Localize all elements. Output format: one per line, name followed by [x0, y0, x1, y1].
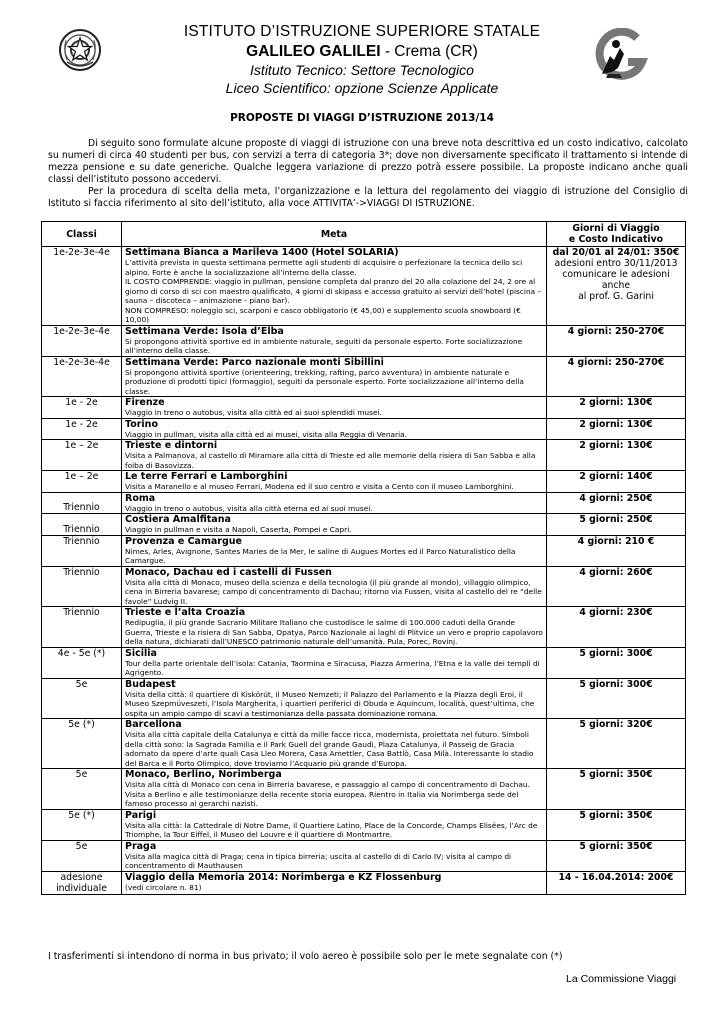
meta-cell	[122, 514, 547, 536]
meta-cell	[122, 566, 547, 607]
cost-cell	[547, 566, 686, 607]
letterhead	[0, 0, 724, 110]
cost-cell	[547, 647, 686, 678]
cost-value: 5 giorni: 300€	[579, 647, 653, 659]
classi-cell: 1e-2e-3e-4e	[42, 247, 122, 326]
institute-line: ISTITUTO D’ISTRUZIONE SUPERIORE STATALE	[183, 23, 541, 40]
cost-value: 5 giorni: 320€	[579, 719, 653, 730]
destination-description: Viaggio in treno o autobus, visita alla città eterna ed ai suoi musei.	[125, 503, 373, 513]
classi-cell: 5e	[42, 840, 122, 871]
cost-value: 2 giorni: 140€	[579, 471, 653, 482]
meta-cell	[122, 607, 547, 648]
cost-value: 5 giorni: 250€	[579, 514, 653, 525]
table-row	[42, 566, 686, 607]
destination-description: Nimes, Arles, Avignone, Santes Maries de la Mer, le saline di Augues Mortes ed il Parco Naturalistico della Camargue.	[125, 546, 516, 565]
cost-value: 5 giorni: 350€	[579, 840, 653, 852]
destination-title: Trieste e l’alta Croazia	[125, 607, 246, 618]
school-separator: -	[380, 43, 395, 60]
destination-title: Costiera Amalfitana	[125, 514, 231, 525]
classi-cell: 1e-2e-3e-4e	[42, 356, 122, 397]
meta-cell	[122, 809, 547, 840]
cost-value: 14 - 16.04.2014: 200€	[558, 871, 674, 883]
classi-cell: 1e - 2e	[42, 418, 122, 440]
cost-cell	[547, 607, 686, 648]
destination-title: Le terre Ferrari e Lamborghini	[125, 471, 288, 482]
classi-cell: 1e - 2e	[42, 397, 122, 419]
meta-cell	[122, 678, 547, 719]
cost-cell	[547, 514, 686, 536]
cost-cell	[547, 871, 686, 894]
cost-value: 2 giorni: 130€	[579, 418, 653, 430]
destination-title: Trieste e dintorni	[125, 440, 218, 451]
cost-value: 4 giorni: 250€	[579, 492, 653, 504]
destination-description: Visita a Palmanova, al castello di Miramare alla città di Trieste ed alle memorie della risiera di San Sabba e alla foiba di Basovizza.	[125, 451, 536, 470]
table-row	[42, 871, 686, 894]
classi-cell: 5e (*)	[42, 809, 122, 840]
cost-cell	[547, 809, 686, 840]
destination-title: Viaggio della Memoria 2014: Norimberga e KZ Flossenburg	[125, 871, 442, 883]
cost-cell	[547, 247, 686, 326]
meta-cell	[122, 418, 547, 440]
cost-value: 4 giorni: 250-270€	[567, 325, 665, 337]
technical-institute-line: Istituto Tecnico: Settore Tecnologico	[250, 62, 474, 78]
destination-title: Budapest	[125, 678, 176, 690]
table-row	[42, 492, 686, 514]
classi-cell: adesione individuale	[42, 871, 122, 894]
destination-description: Visita alla città di Monaco, museo della scienza e della tecnologia (il più grande al mondo), villaggio olimpico, cena in Birreria bavarese; campo di concentramento di Dachau; ritorno via Fussen, visita al castello del re “delle favole” Ludvig II.	[125, 577, 542, 606]
destination-title: Roma	[125, 492, 156, 504]
cost-value: 5 giorni: 350€	[579, 809, 653, 821]
trips-table-body	[42, 247, 686, 895]
table-row	[42, 719, 686, 769]
classi-cell: Triennio	[42, 514, 122, 536]
liceo-line: Liceo Scientifico: opzione Scienze Applicate	[225, 80, 499, 96]
classi-cell: 5e	[42, 678, 122, 719]
trips-table	[41, 221, 686, 895]
classi-cell: Triennio	[42, 607, 122, 648]
meta-cell	[122, 397, 547, 419]
cost-value: 4 giorni: 230€	[579, 607, 653, 618]
cost-cell	[547, 397, 686, 419]
meta-cell	[122, 535, 547, 566]
classi-cell: Triennio	[42, 492, 122, 514]
intro-paragraph-1: Di seguito sono formulate alcune proposte di viaggi di istruzione con una breve nota descrittiva ed un costo indicativo, calcolato su numeri di circa 40 studenti per bus, con servizi a terra di categoria 3*; dove non diversamente specificato il trattamento si intende di mezza pensione e su date generiche. Qualche leggera variazione di prezzo potrà essere possibile. La proposte indicano anche quali classi dell’istituto possono accedervi.	[48, 138, 688, 185]
destination-title: Settimana Bianca a Marileva 1400 (Hotel SOLARIA)	[125, 247, 399, 258]
meta-cell	[122, 719, 547, 769]
classi-cell: Triennio	[42, 566, 122, 607]
cost-value: 2 giorni: 130€	[579, 397, 653, 408]
table-row	[42, 440, 686, 471]
meta-cell	[122, 247, 547, 326]
classi-cell: Triennio	[42, 535, 122, 566]
cost-cell	[547, 418, 686, 440]
header-classi: Classi	[42, 222, 122, 247]
table-row	[42, 514, 686, 536]
header-giorni: Giorni di Viaggio e Costo Indicativo	[547, 222, 686, 247]
cost-cell	[547, 840, 686, 871]
school-city: Crema (CR)	[394, 43, 478, 60]
table-row	[42, 769, 686, 810]
meta-cell	[122, 647, 547, 678]
destination-description: Redipuglia, il più grande Sacrario Militare Italiano che custodisce le salme di 100.000 caduti della Grande Guerra, Trieste e la risiera di San Sabba, Opatya, Parco Nazionale ai laghi di Plitvice un vero e proprio capolavoro della natura, dichiarati dall’UNESCO patrimonio naturale dell’umanità. Pula, Porec, Rovinj.	[125, 618, 543, 646]
signature: La Commissione Viaggi	[566, 973, 677, 985]
meta-cell	[122, 325, 547, 356]
table-row	[42, 356, 686, 397]
school-name: GALILEO GALILEI	[246, 43, 381, 60]
meta-cell	[122, 840, 547, 871]
destination-description: Visita alla città: la Cattedrale di Notre Dame, il Quartiere Latino, Place de la Concorde, Champs Elisées, l’Arc de Triomphe, la Tour Eiffel, il Museo del Louvre e il quartiere di Montmartre.	[125, 820, 538, 839]
destination-description: Visita a Maranello e al museo Ferrari, Modena ed il suo centro e visita a Cento con il museo Lamborghini.	[125, 482, 514, 491]
destination-description: Visita alla città capitale della Catalunya e città da mille facce ricca, modernista, proiettata nel futuro. Simboli della città sono: la Sagrada Familia e il Park Guell del grande Gaudì, Plaza Catalunya, il Passeig de Gracia adornato da opere d’arte quali Casa Lleo Morera, Casa Amettler, Casa Battlò, Casa Milà. Interessante lo stadio del Barca e il Porto Olimpico, dove troviamo l’Acquario più grande d’Europa.	[125, 730, 534, 768]
cost-note: adesioni entro 30/11/2013 comunicare le adesioni anche al prof. G. Garini	[554, 258, 678, 302]
galilei-school-logo-icon	[592, 28, 650, 86]
table-row	[42, 535, 686, 566]
cost-cell	[547, 535, 686, 566]
table-row	[42, 607, 686, 648]
meta-cell	[122, 492, 547, 514]
intro-paragraph-2: Per la procedura di scelta della meta, l’organizzazione e la lettura del regolamento dei viaggio di istruzione del Consiglio di Istituto si faccia riferimento al sito dell’istituto, alla voce ATTIVITA’->VIAGGI DI ISTRUZIONE.	[48, 186, 688, 209]
destination-description: Viaggio in treno o autobus, visita alla città ed ai suoi splendidi musei.	[125, 408, 382, 417]
cost-value: 5 giorni: 350€	[579, 769, 653, 780]
destination-title: Barcellona	[125, 719, 182, 730]
destination-description: Visita alla città di Monaco con cena in Birreria bavarese, e passaggio al campo di concentramento di Dachau. Visita a Berlino e alle testimonianze della recente storia europea. Rientro in Italia via Norimberga sede del famoso processo ai gerarchi nazisti.	[125, 780, 530, 808]
cost-value: 2 giorni: 130€	[579, 440, 653, 451]
destination-description: Si propongono attività sportive (orienteering, trekking, rafting, parco avventura) in ambiente naturale e produzione di prodotti tipici (formaggio), seguiti da personale esperto. Forte socializzazione all’interno della classe.	[125, 367, 524, 396]
table-row	[42, 325, 686, 356]
destination-title: Torino	[125, 418, 158, 430]
header-meta: Meta	[122, 222, 547, 247]
cost-cell	[547, 769, 686, 810]
cost-value: 5 giorni: 300€	[579, 678, 653, 690]
meta-cell	[122, 471, 547, 493]
destination-title: Monaco, Dachau ed i castelli di Fussen	[125, 566, 332, 578]
meta-cell	[122, 440, 547, 471]
cost-cell	[547, 492, 686, 514]
destination-description: Visita alla magica città di Praga; cena in tipica birreria; uscita al castello di di Carlo IV; visita al campo di concentramento di Mauthausen	[125, 851, 512, 870]
cost-cell	[547, 356, 686, 397]
classi-cell: 1e – 2e	[42, 471, 122, 493]
destination-title: Sicilia	[125, 647, 157, 659]
table-row	[42, 647, 686, 678]
table-row	[42, 678, 686, 719]
page-title: PROPOSTE DI VIAGGI D’ISTRUZIONE 2013/14	[230, 112, 494, 124]
destination-description: Visita della città: il quartiere di Kiskörút, il Museo Nemzeti; il Palazzo del Parlamento e la Piazza degli Eroi, il Museo Szepmüveszeti, l’Isola Margherita, i quartieri periferici di Obuda e Aquincum, località, quest’ultima, che ospita un ampio campo di scavi a testimonianza della passata dominazione romana.	[125, 689, 535, 718]
intro-text	[48, 138, 688, 210]
destination-description: Tour della parte orientale dell’isola: Catania, Taormina e Siracusa, Piazza Armerina, l’Etna e la valle dei templi di Agrigento.	[125, 658, 540, 677]
destination-title: Firenze	[125, 397, 165, 408]
footnote: I trasferimenti si intendono di norma in bus privato; il volo aereo è possibile solo per le mete segnalate con (*)	[48, 951, 563, 962]
classi-cell: 4e - 5e (*)	[42, 647, 122, 678]
cost-cell	[547, 471, 686, 493]
cost-cell	[547, 678, 686, 719]
meta-cell	[122, 769, 547, 810]
classi-cell: 1e-2e-3e-4e	[42, 325, 122, 356]
destination-title: Settimana Verde: Isola d’Elba	[125, 325, 284, 337]
cost-cell	[547, 719, 686, 769]
destination-description: L’attività prevista in questa settimana permette agli studenti di acquisire o perfezionare la tecnica dello sci alpino. Forte è anche la socializzazione all’interno della classe. IL COSTO COMPRENDE: viaggio in pullman, pensione completa dal pranzo del 20 alla colazione del 24, 2 ore al giorno di corso di sci con maestro qualificato, 4 giorni di skipass e accesso gratuito ai servizi dell’hotel (piscina – sauna – discoteca – animazione - piano bar). NON COMPRESO: noleggio sci, scarponi e casco obbligatorio (€ 45,00) e supplemento scuola snowboard (€ 10,00)	[125, 258, 542, 324]
destination-description: Si propongono attività sportive ed in ambiente naturale, seguiti da personale esperto. Forte socializzazione all’interno della classe.	[125, 336, 523, 355]
classi-cell: 1e – 2e	[42, 440, 122, 471]
table-row	[42, 418, 686, 440]
classi-cell: 5e	[42, 769, 122, 810]
cost-cell	[547, 440, 686, 471]
meta-cell	[122, 871, 547, 894]
cost-cell	[547, 325, 686, 356]
meta-cell	[122, 356, 547, 397]
table-row	[42, 840, 686, 871]
table-row	[42, 397, 686, 419]
destination-title: Monaco, Berlino, Norimberga	[125, 769, 282, 780]
destination-description: (vedi circolare n. 81)	[125, 882, 202, 892]
destination-title: Settimana Verde: Parco nazionale monti Sibillini	[125, 356, 384, 368]
table-row	[42, 809, 686, 840]
cost-value: 4 giorni: 210 €	[577, 535, 655, 547]
destination-title: Parigi	[125, 809, 157, 821]
destination-title: Provenza e Camargue	[125, 535, 242, 547]
classi-cell: 5e (*)	[42, 719, 122, 769]
table-row	[42, 471, 686, 493]
table-header-row	[42, 222, 686, 247]
destination-description: Viaggio in pullman e visita a Napoli, Caserta, Pompei e Capri.	[125, 525, 352, 534]
destination-description: Viaggio in pullman, visita alla città ed ai musei, visita alla Reggia di Venaria.	[125, 429, 408, 439]
cost-value: 4 giorni: 260€	[579, 566, 653, 578]
cost-value: dal 20/01 al 24/01: 350€	[552, 247, 680, 258]
destination-title: Praga	[125, 840, 157, 852]
table-row	[42, 247, 686, 326]
cost-value: 4 giorni: 250-270€	[567, 356, 665, 368]
